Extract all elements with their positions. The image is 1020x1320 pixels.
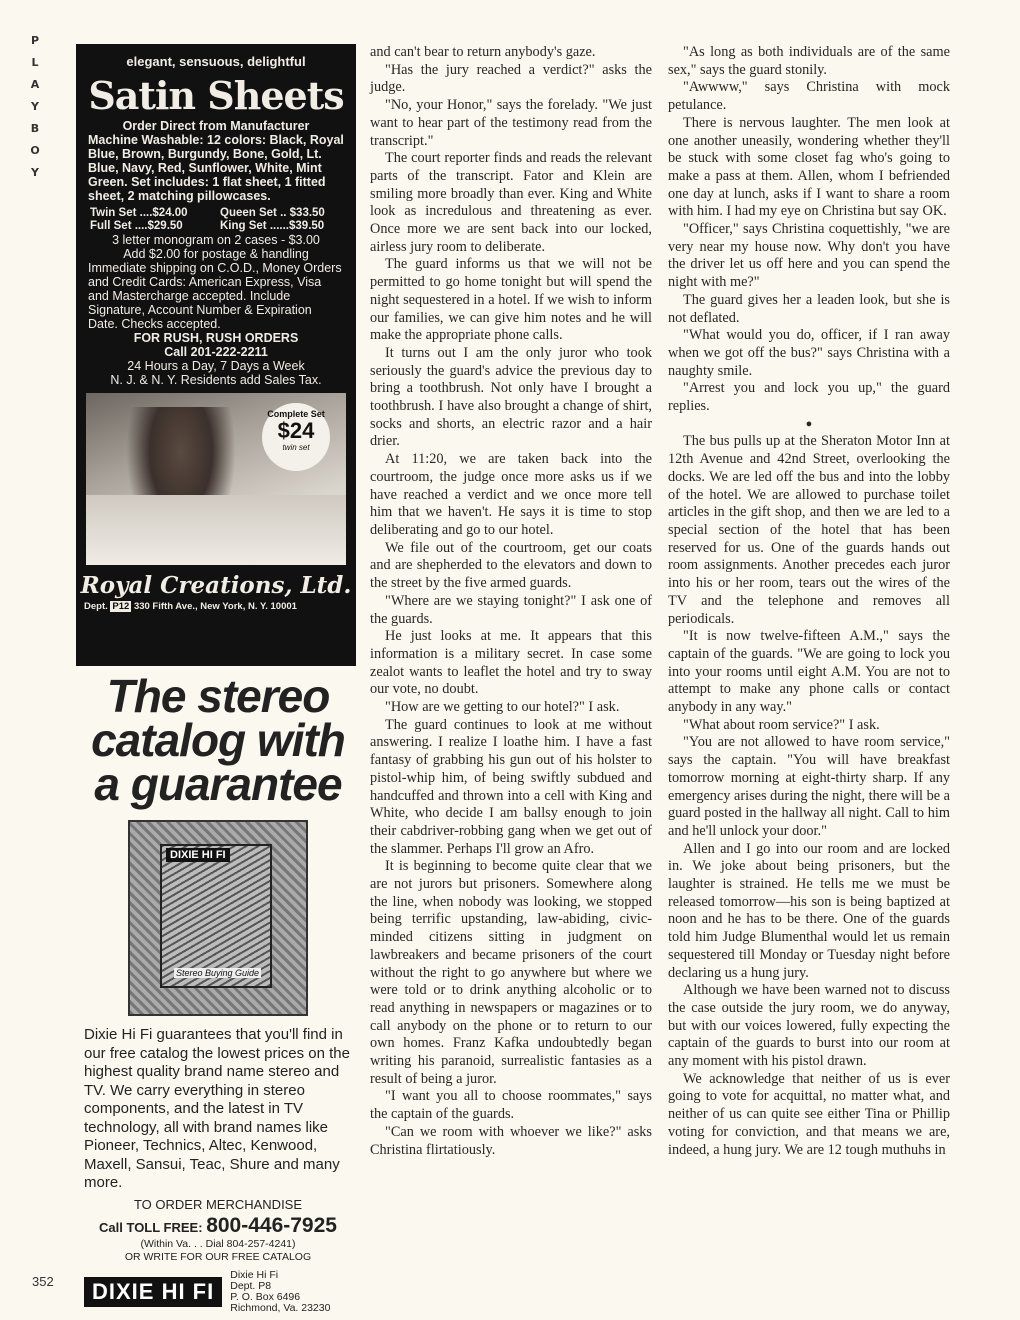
- address-text: 330 Fifth Ave., New York, N. Y. 10001: [133, 601, 297, 612]
- article-paragraph: The guard gives her a leaden look, but she is not deflated.: [668, 291, 950, 326]
- article-paragraph: "Has the jury reached a verdict?" asks the judge.: [370, 61, 652, 96]
- company-name: Royal Creations, Ltd.: [80, 572, 352, 599]
- price-king: King Set ......$39.50: [220, 220, 325, 232]
- dept-label: Dept.: [84, 601, 108, 612]
- badge-sub: twin set: [282, 443, 310, 452]
- monogram-offer: 3 letter monogram on 2 cases - $3.00: [112, 233, 320, 247]
- company-address: [76, 601, 356, 612]
- dept-code: P12: [112, 601, 130, 612]
- article-paragraph: The guard informs us that we will not be permitted to go home tonight but will spend the night sequestered in a hotel. If we wish to inform our families, we can give him notes and he will make the appropriate phone calls.: [370, 256, 652, 344]
- dixie-address: [230, 1270, 330, 1314]
- price-queen: Queen Set .. $33.50: [220, 207, 325, 219]
- article-paragraph: "Where are we staying tonight?" I ask one of the guards.: [370, 592, 652, 627]
- article-paragraph: "Officer," says Christina coquettishly, "we are very near my house now. Why don't you have the driver let us off here and you can spend the night with me?": [668, 221, 950, 291]
- toll-free-line: [76, 1214, 360, 1238]
- side-label-letter: P: [30, 34, 42, 47]
- article-paragraph: There is nervous laughter. The men look at one another uneasily, wondering whether they'll be stuck with some closet fag who's going to make a pass at them. Allen, whom I befriended one day at lunch, asks if I want to share a room with him. I had my eye on Christina but say OK.: [668, 114, 950, 220]
- article-paragraph: Allen and I go into our room and are locked in. We joke about being prisoners, but the laughter is strained. He tells me we must be released tomorrow—his son is being baptized at noon and he has to be there. One of the guards told him Judge Blumenthal would let us remain sequestered till Monday or Tuesday night before declaring us a hung jury.: [668, 840, 950, 981]
- ad-title: Satin Sheets: [88, 73, 344, 118]
- badge-label: Complete Set: [267, 409, 325, 419]
- article-paragraph: "What would you do, officer, if I ran away when we got off the bus?" says Christina with a naughty smile.: [668, 327, 950, 379]
- side-label-letter: Y: [31, 100, 41, 113]
- article-paragraph: The guard continues to look at me without answering. I realize I loathe him. I have a fast fantasy of grabbing his gun out of his holster to pistol-whip him, of being swiftly subdued and handcuffed and thrown into a cell with King and White, who decide I am ballsy enough to join their cabdriver-robbing gang when we get out of the slammer. Perhaps I'll grow an Afro.: [370, 716, 652, 857]
- ad-body: Dixie Hi Fi guarantees that you'll find in our free catalog the lowest prices on the highest quality brand name stereo and TV. We carry everything in stereo components, and the latest in TV technology, all with brand names like Pioneer, Technics, Altec, Kenwood, Maxell, Sansui, Teac, Shure and many more.: [84, 1026, 350, 1191]
- magazine-side-label: [24, 30, 48, 184]
- toll-free-label: Call TOLL FREE:: [99, 1219, 203, 1235]
- price-twin: Twin Set ....$24.00: [90, 207, 188, 219]
- article-paragraph: We file out of the courtroom, get our coats and are shepherded to the elevators and down to the street by the five armed guards.: [370, 539, 652, 592]
- address-line: Richmond, Va. 23230: [230, 1301, 331, 1314]
- ad-photo: [86, 393, 346, 565]
- side-label-letter: B: [30, 122, 42, 135]
- article-paragraph: We acknowledge that neither of us is ever going to vote for acquittal, no matter what, and neither of us can quite see either Tina or Phillip voting for conviction, and that means we are, indeed, a hung jury. We are 12 tough muthuhs in: [668, 1070, 950, 1158]
- page-number: 352: [32, 1274, 54, 1289]
- ad-headline: The stereo catalog with a guarantee: [91, 670, 345, 810]
- article-paragraph: "It is now twelve-fifteen A.M.," says the captain of the guards. "We are going to lock you into your rooms until eight A.M. You are not to attempt to make any phone calls or contact anybody in any way.": [668, 628, 950, 716]
- hours: 24 Hours a Day, 7 Days a Week: [127, 359, 305, 373]
- order-direct: Order Direct from Manufacturer: [122, 119, 310, 133]
- dixie-footer: [84, 1270, 360, 1314]
- article-paragraph: At 11:20, we are taken back into the courtroom, the judge once more asks us if we have reached a verdict and we once more tell him that we haven't. He says it is time to stop deliberating and go to our hotel.: [370, 451, 652, 538]
- address-line: P. O. Box 6496: [230, 1290, 301, 1303]
- article-paragraph: "You are not allowed to have room service," says the captain. "You will have breakfast tomorrow morning at eight-thirty sharp. If any emergency arises during the night, there will be a guard posted in the hallway all night. Call to him and he'll unlock your door.": [668, 734, 951, 839]
- article-paragraph: and can't bear to return anybody's gaze.: [370, 44, 596, 60]
- side-label-letter: O: [30, 144, 42, 157]
- stereo-catalog-ad: [76, 668, 360, 1314]
- sales-tax-note: N. J. & N. Y. Residents add Sales Tax.: [110, 373, 322, 387]
- article-paragraph: It is beginning to become quite clear that we are not jurors but prisoners. Somewhere along the line, when nobody was looking, we stopped being terrific upstanding, law-abiding, civic-minded citizens sitting in judgment on lawbreakers and became prisoners of the court without the right to go anywhere but where we were told or to drink anything alcoholic or to read anything in newspapers or magazines or to call anybody on the phone or to return to our own homes. Franz Kafka undoubtedly began writing his paranoid, surrealistic fantasies as a result of being a juror.: [370, 858, 652, 1087]
- article-paragraph: The court reporter finds and reads the relevant parts of the transcript. Fator and Klein are smiling more broadly than ever. King and White look as incredulous and threatening as ever. Once more we are sent back into our locked, airless jury room to deliberate.: [370, 150, 652, 255]
- dixie-logo: DIXIE HI FI: [84, 1277, 222, 1307]
- article-paragraph: "Arrest you and lock you up," the guard replies.: [668, 380, 950, 415]
- price-badge: [262, 403, 330, 471]
- article-paragraph: "No, your Honor," says the forelady. "We just want to hear part of the testimony read from the transcript.": [370, 97, 652, 149]
- price-list: [76, 203, 356, 233]
- within-va: (Within Va. . . Dial 804-257-4241): [140, 1237, 296, 1250]
- article-paragraph: The bus pulls up at the Sheraton Motor Inn at 12th Avenue and 42nd Street, overlooking the docks. We are led off the bus and into the lobby of the hotel. We are allowed to purchase toilet articles in the gift shop, and then we are led to a special section of the hotel that has been reserved for us. One of the guards hands out room assignments. Another precedes each juror into his or her room, tears out the wires of the TV and the telephone and removes all periodicals.: [668, 433, 950, 627]
- article-paragraph: "As long as both individuals are of the same sex," says the guard stonily.: [668, 44, 950, 78]
- address-line: Dept. P8: [230, 1279, 272, 1292]
- side-label-letter: A: [30, 78, 42, 91]
- article-paragraph: It turns out I am the only juror who took seriously the guard's advice the previous day to bring a toothbrush. Not only have I brought a toothbrush. I have also brought a change of shirt, socks and shorts, an electric razor and a hair drier.: [370, 344, 652, 450]
- article-paragraph: "Can we room with whoever we like?" asks Christina flirtatiously.: [370, 1123, 652, 1158]
- article-paragraph: "I want you all to choose roommates," says the captain of the guards.: [370, 1088, 652, 1123]
- satin-sheets-ad: [76, 44, 356, 666]
- article-paragraph: "Awwww," says Christina with mock petulance.: [668, 79, 950, 114]
- rush-orders: FOR RUSH, RUSH ORDERS: [133, 331, 299, 345]
- side-label-letter: L: [31, 56, 41, 69]
- article-column-1: [370, 44, 652, 1159]
- order-label: TO ORDER MERCHANDISE: [133, 1196, 303, 1212]
- product-features: Machine Washable: 12 colors: Black, Royal Blue, Brown, Burgundy, Bone, Gold, Lt. Blue, Navy, Red, Sunflower, White, Mint Green. Set includes: 1 flat sheet, 1 fitted sheet, 2 matching pillowcases.: [88, 133, 344, 203]
- badge-price: $24: [277, 418, 315, 443]
- article-paragraph: He just looks at me. It appears that this information is a military secret. In case some zealot wants to leaflet the hotel and try to sway our vote, no doubt.: [370, 628, 652, 698]
- side-label-letter: Y: [31, 166, 41, 179]
- price-full: Full Set ....$29.50: [90, 220, 183, 232]
- article-paragraph: "What about room service?" I ask.: [683, 716, 880, 733]
- address-line: Dixie Hi Fi: [230, 1268, 279, 1281]
- article-column-2: [668, 44, 950, 1159]
- payment-info: Immediate shipping on C.O.D., Money Orders and Credit Cards: American Express, Visa and Mastercharge accepted. Include Signature, Account Number & Expiration Date. Checks accepted.: [88, 261, 342, 331]
- write-for-catalog: OR WRITE FOR OUR FREE CATALOG: [124, 1250, 312, 1263]
- catalog-image: [128, 820, 308, 1016]
- catalog-logo: DIXIE HI FI: [166, 848, 230, 862]
- call-number: Call 201-222-2211: [164, 345, 268, 359]
- phone-number: 800-446-7925: [206, 1213, 337, 1237]
- catalog-caption: Stereo Buying Guide: [176, 968, 260, 978]
- article-paragraph: "How are we getting to our hotel?" I ask.: [385, 699, 620, 716]
- catalog-cover: [160, 844, 272, 988]
- article-paragraph: Although we have been warned not to discuss the case outside the jury room, we do anyway, but with our voices lowered, fully expecting the captain of the guards to burst into our room at any moment with his pistol drawn.: [668, 982, 950, 1070]
- postage-note: Add $2.00 for postage & handling: [123, 247, 309, 261]
- section-break-bullet: ●: [805, 417, 813, 430]
- ad-tagline: elegant, sensuous, delightful: [126, 54, 306, 69]
- sheet-drape: [86, 495, 346, 565]
